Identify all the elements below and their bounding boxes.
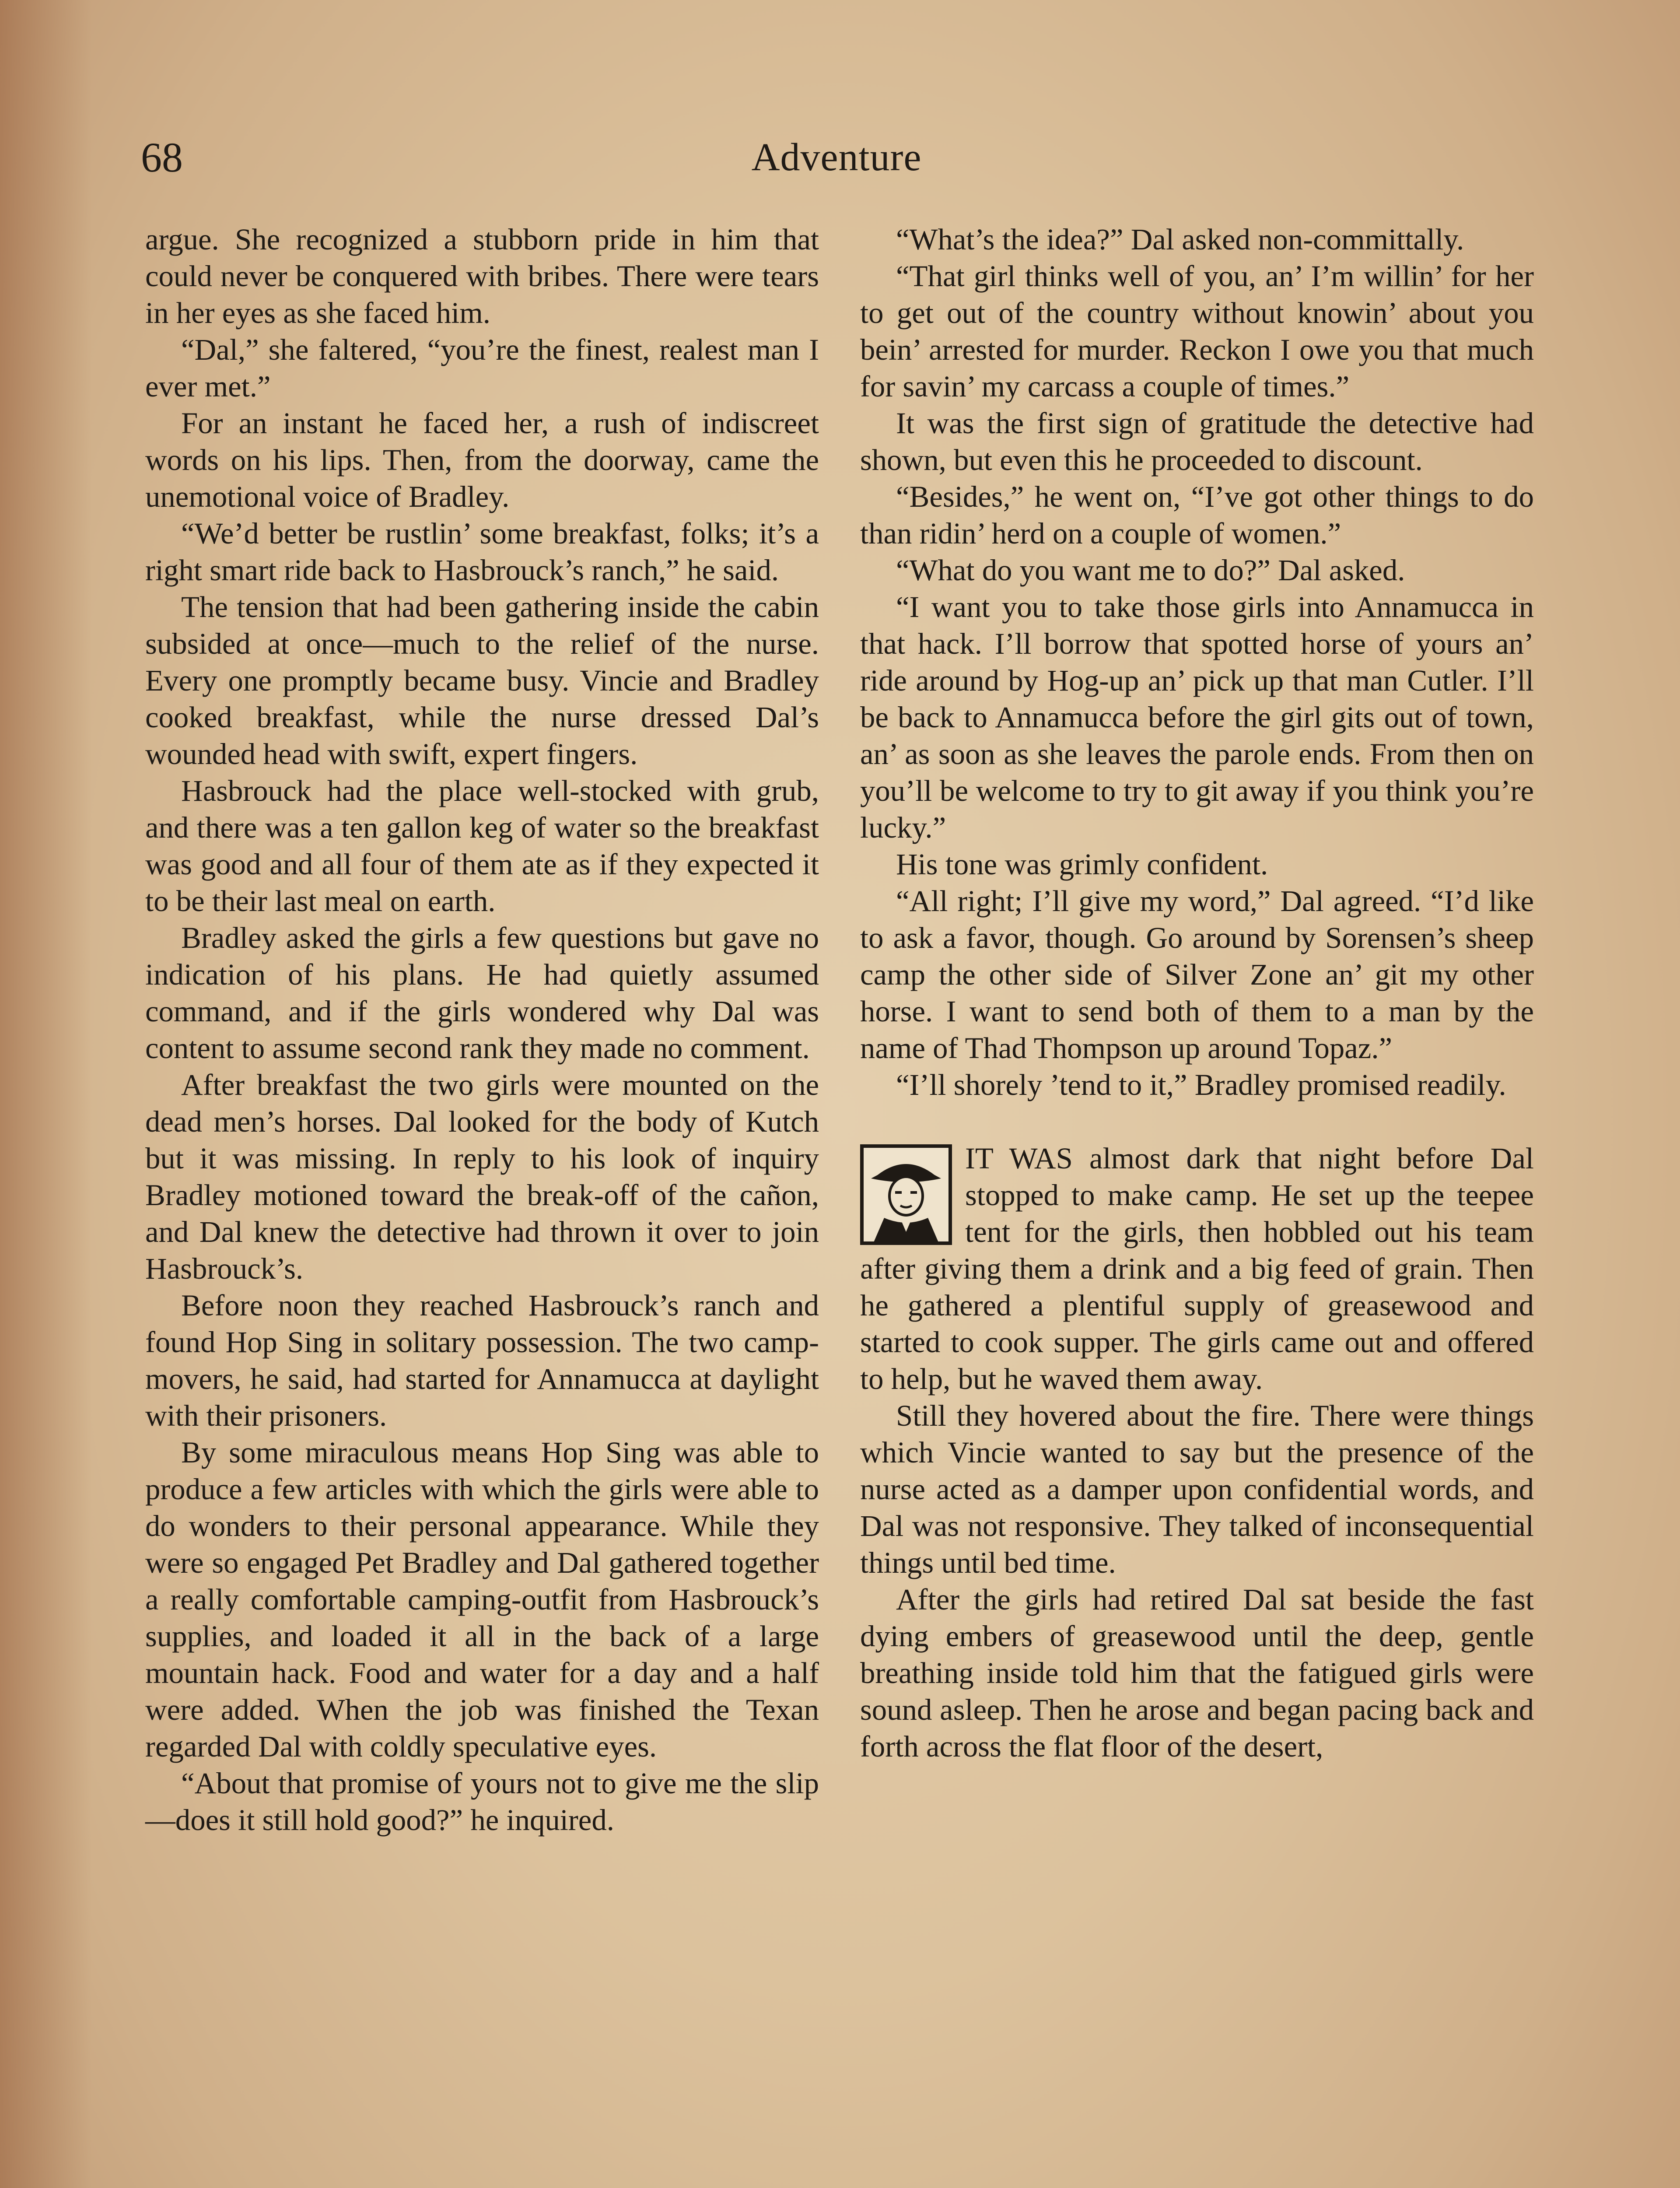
section-break — [860, 1103, 1534, 1140]
section-opening-paragraph: IT WAS almost dark that night before Dal stopped to make camp. He set up the teepee tent for the girls, then hobbled out his team after giving them a drink and a big feed of grain. Then he gathered a plentiful supply of greasewood and started to cook supper. The girls came out and offered to help, but he waved them away. — [860, 1142, 1534, 1396]
paragraph: argue. She recognized a stubborn pride in him that could never be conquered with bribes. There were tears in her eyes as she faced him. — [145, 223, 819, 330]
cowboy-portrait-icon — [860, 1144, 952, 1245]
paragraph: By some miraculous means Hop Sing was able to produce a few articles with which the girls were able to do wonders to their personal appearance. While they were so engaged Pet Bradley and Dal gathered together a really comfortable camping-outfit from Hasbrouck’s supplies, and loaded it all in the back of a large mountain hack. Food and water for a day and a half were added. When the job was finished the Texan regarded Dal with coldly speculative eyes. — [145, 1436, 819, 1763]
paragraph: After breakfast the two girls were mounted on the dead men’s horses. Dal looked for the body of Kutch but it was missing. In reply to his look of inquiry Bradley motioned toward the break-off of the cañon, and Dal knew the detective had thrown it over to join Hasbrouck’s. — [145, 1068, 819, 1285]
page-number: 68 — [141, 134, 183, 181]
running-title: Adventure — [751, 136, 922, 179]
paragraph: After the girls had retired Dal sat beside the fast dying embers of greasewood until the deep, gentle breathing inside told him that the fatigued girls were sound asleep. Then he arose and began pacing back and forth across the flat floor of the desert, — [860, 1583, 1534, 1763]
paragraph: “That girl thinks well of you, an’ I’m willin’ for her to get out of the country without knowin’ about you bein’ arrested for murder. Reckon I owe you that much for savin’ my carcass a couple of times.” — [860, 259, 1534, 403]
paragraph: “Besides,” he went on, “I’ve got other things to do than ridin’ herd on a couple of women.” — [860, 480, 1534, 550]
paragraph: Hasbrouck had the place well-stocked with grub, and there was a ten gallon keg of water so the breakfast was good and all four of them ate as if they expected it to be their last meal on earth. — [145, 774, 819, 918]
page-header — [141, 125, 1532, 190]
paragraph: It was the first sign of gratitude the detective had shown, but even this he proceeded to discount. — [860, 407, 1534, 477]
paragraph: For an instant he faced her, a rush of indiscreet words on his lips. Then, from the doorway, came the unemotional voice of Bradley. — [145, 407, 819, 513]
paragraph: The tension that had been gathering inside the cabin subsided at once—much to the relief of the nurse. Every one promptly became busy. Vincie and Bradley cooked breakfast, while the nurse dressed Dal’s wounded head with swift, expert fingers. — [145, 590, 819, 771]
paragraph: “Dal,” she faltered, “you’re the finest, realest man I ever met.” — [145, 333, 819, 403]
paragraph: “I want you to take those girls into Annamucca in that hack. I’ll borrow that spotted horse of yours an’ ride around by Hog-up an’ pick up that man Cutler. I’ll be back to Annamucca before the girl gits out of town, an’ as soon as she leaves the parole ends. From then on you’ll be welcome to try to git away if you think you’re lucky.” — [860, 590, 1534, 844]
paragraph: “What do you want me to do?” Dal asked. — [896, 554, 1405, 587]
right-column — [860, 221, 1534, 1765]
paragraph: “I’ll shorely ’tend to it,” Bradley promised readily. — [896, 1068, 1506, 1101]
paragraph: “About that promise of yours not to give me the slip—does it still hold good?” he inquired. — [145, 1767, 819, 1837]
paragraph: His tone was grimly confident. — [896, 848, 1268, 881]
paragraph: “All right; I’ll give my word,” Dal agreed. “I’d like to ask a favor, though. Go around by Sorensen’s sheep camp the other side of Silver Zone an’ git my other horse. I want to send both of them to a man by the name of Thad Thompson up around Topaz.” — [860, 884, 1534, 1065]
page-edge-shadow — [0, 0, 92, 2188]
left-column — [145, 221, 819, 1838]
paragraph: “What’s the idea?” Dal asked non-committally. — [896, 223, 1464, 256]
paragraph: Bradley asked the girls a few questions but gave no indication of his plans. He had quietly assumed command, and if the girls wondered why Dal was content to assume second rank they made no comment. — [145, 921, 819, 1065]
paragraph: “We’d better be rustlin’ some breakfast, folks; it’s a right smart ride back to Hasbrouck’s ranch,” he said. — [145, 517, 819, 587]
paragraph: Still they hovered about the fire. There were things which Vincie wanted to say but the presence of the nurse acted as a damper upon confidential words, and Dal was not responsive. They talked of inconsequential things until bed time. — [860, 1399, 1534, 1579]
paragraph: Before noon they reached Hasbrouck’s ranch and found Hop Sing in solitary possession. The two camp-movers, he said, had started for Annamucca at daylight with their prisoners. — [145, 1289, 819, 1432]
section-opening — [860, 1140, 1534, 1397]
